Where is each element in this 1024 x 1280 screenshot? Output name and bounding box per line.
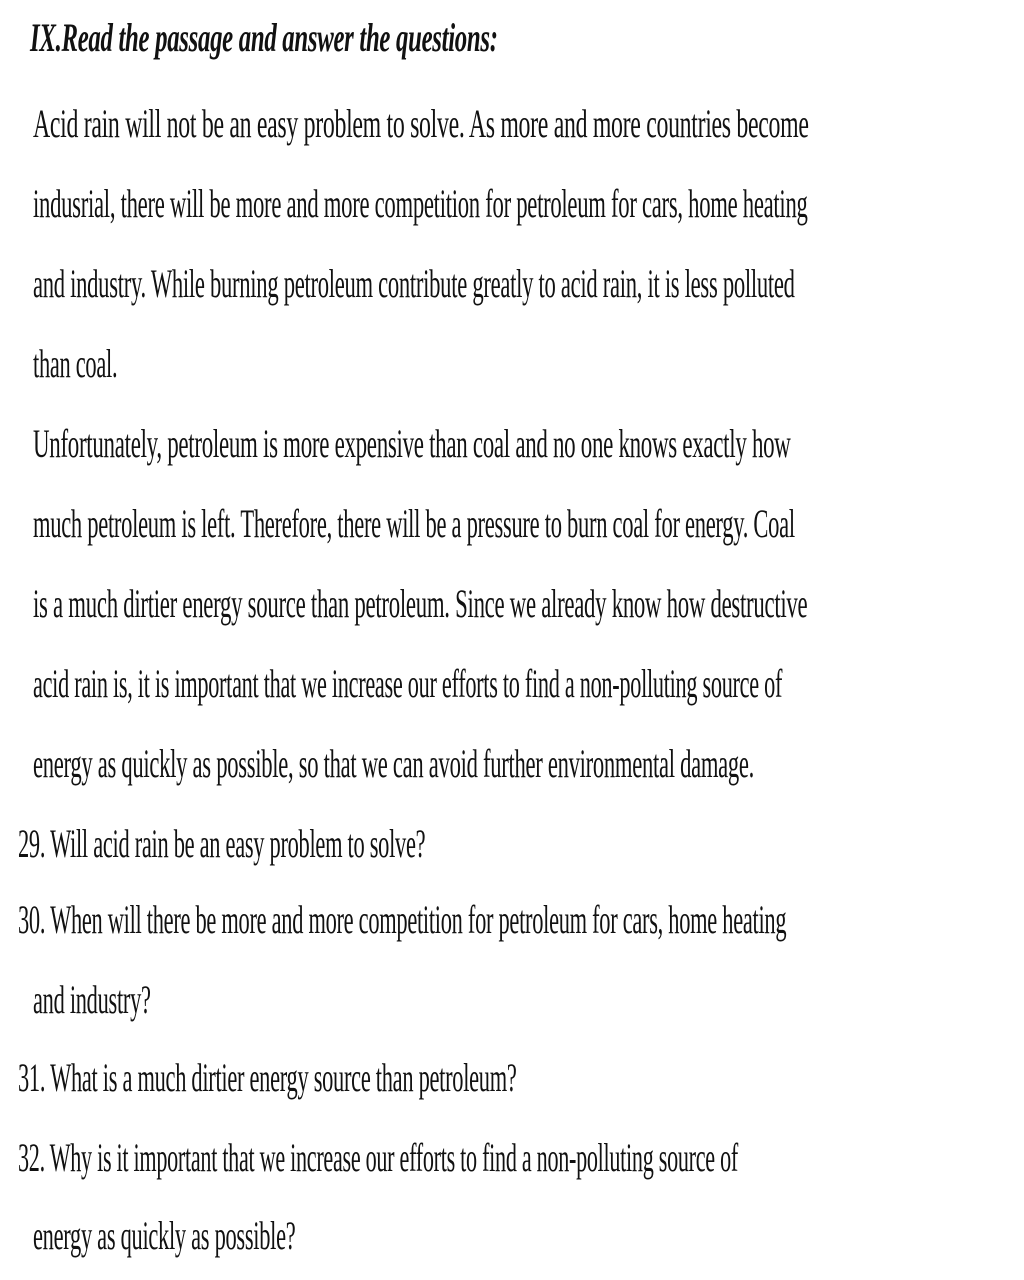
question-line: energy as quickly as possible?: [33, 1213, 296, 1258]
passage-line: much petroleum is left. Therefore, there will be a pressure to burn coal for energy. Coal: [33, 501, 795, 546]
question-line: 32. Why is it important that we increase our efforts to find a non-polluting source of: [18, 1135, 738, 1180]
passage-line: Acid rain will not be an easy problem to solve. As more and more countries become: [33, 101, 809, 146]
question-line: 29. Will acid rain be an easy problem to solve?: [18, 821, 426, 866]
passage-line: energy as quickly as possible, so that we can avoid further environmental damage.: [33, 741, 755, 786]
passage-line: indusrial, there will be more and more competition for petroleum for cars, home heating: [33, 181, 808, 226]
section-heading: IX.Read the passage and answer the questions:: [30, 15, 498, 60]
passage-line: is a much dirtier energy source than petroleum. Since we already know how destructive: [33, 581, 808, 626]
passage-line: acid rain is, it is important that we increase our efforts to find a non-polluting source of: [33, 661, 783, 706]
question-line: and industry?: [33, 977, 151, 1022]
passage-line: and industry. While burning petroleum contribute greatly to acid rain, it is less polluted: [33, 261, 795, 306]
passage-line: than coal.: [33, 341, 118, 386]
passage-line: Unfortunately, petroleum is more expensive than coal and no one knows exactly how: [33, 421, 791, 466]
question-line: 30. When will there be more and more competition for petroleum for cars, home heating: [18, 897, 787, 942]
question-line: 31. What is a much dirtier energy source than petroleum?: [18, 1055, 517, 1100]
